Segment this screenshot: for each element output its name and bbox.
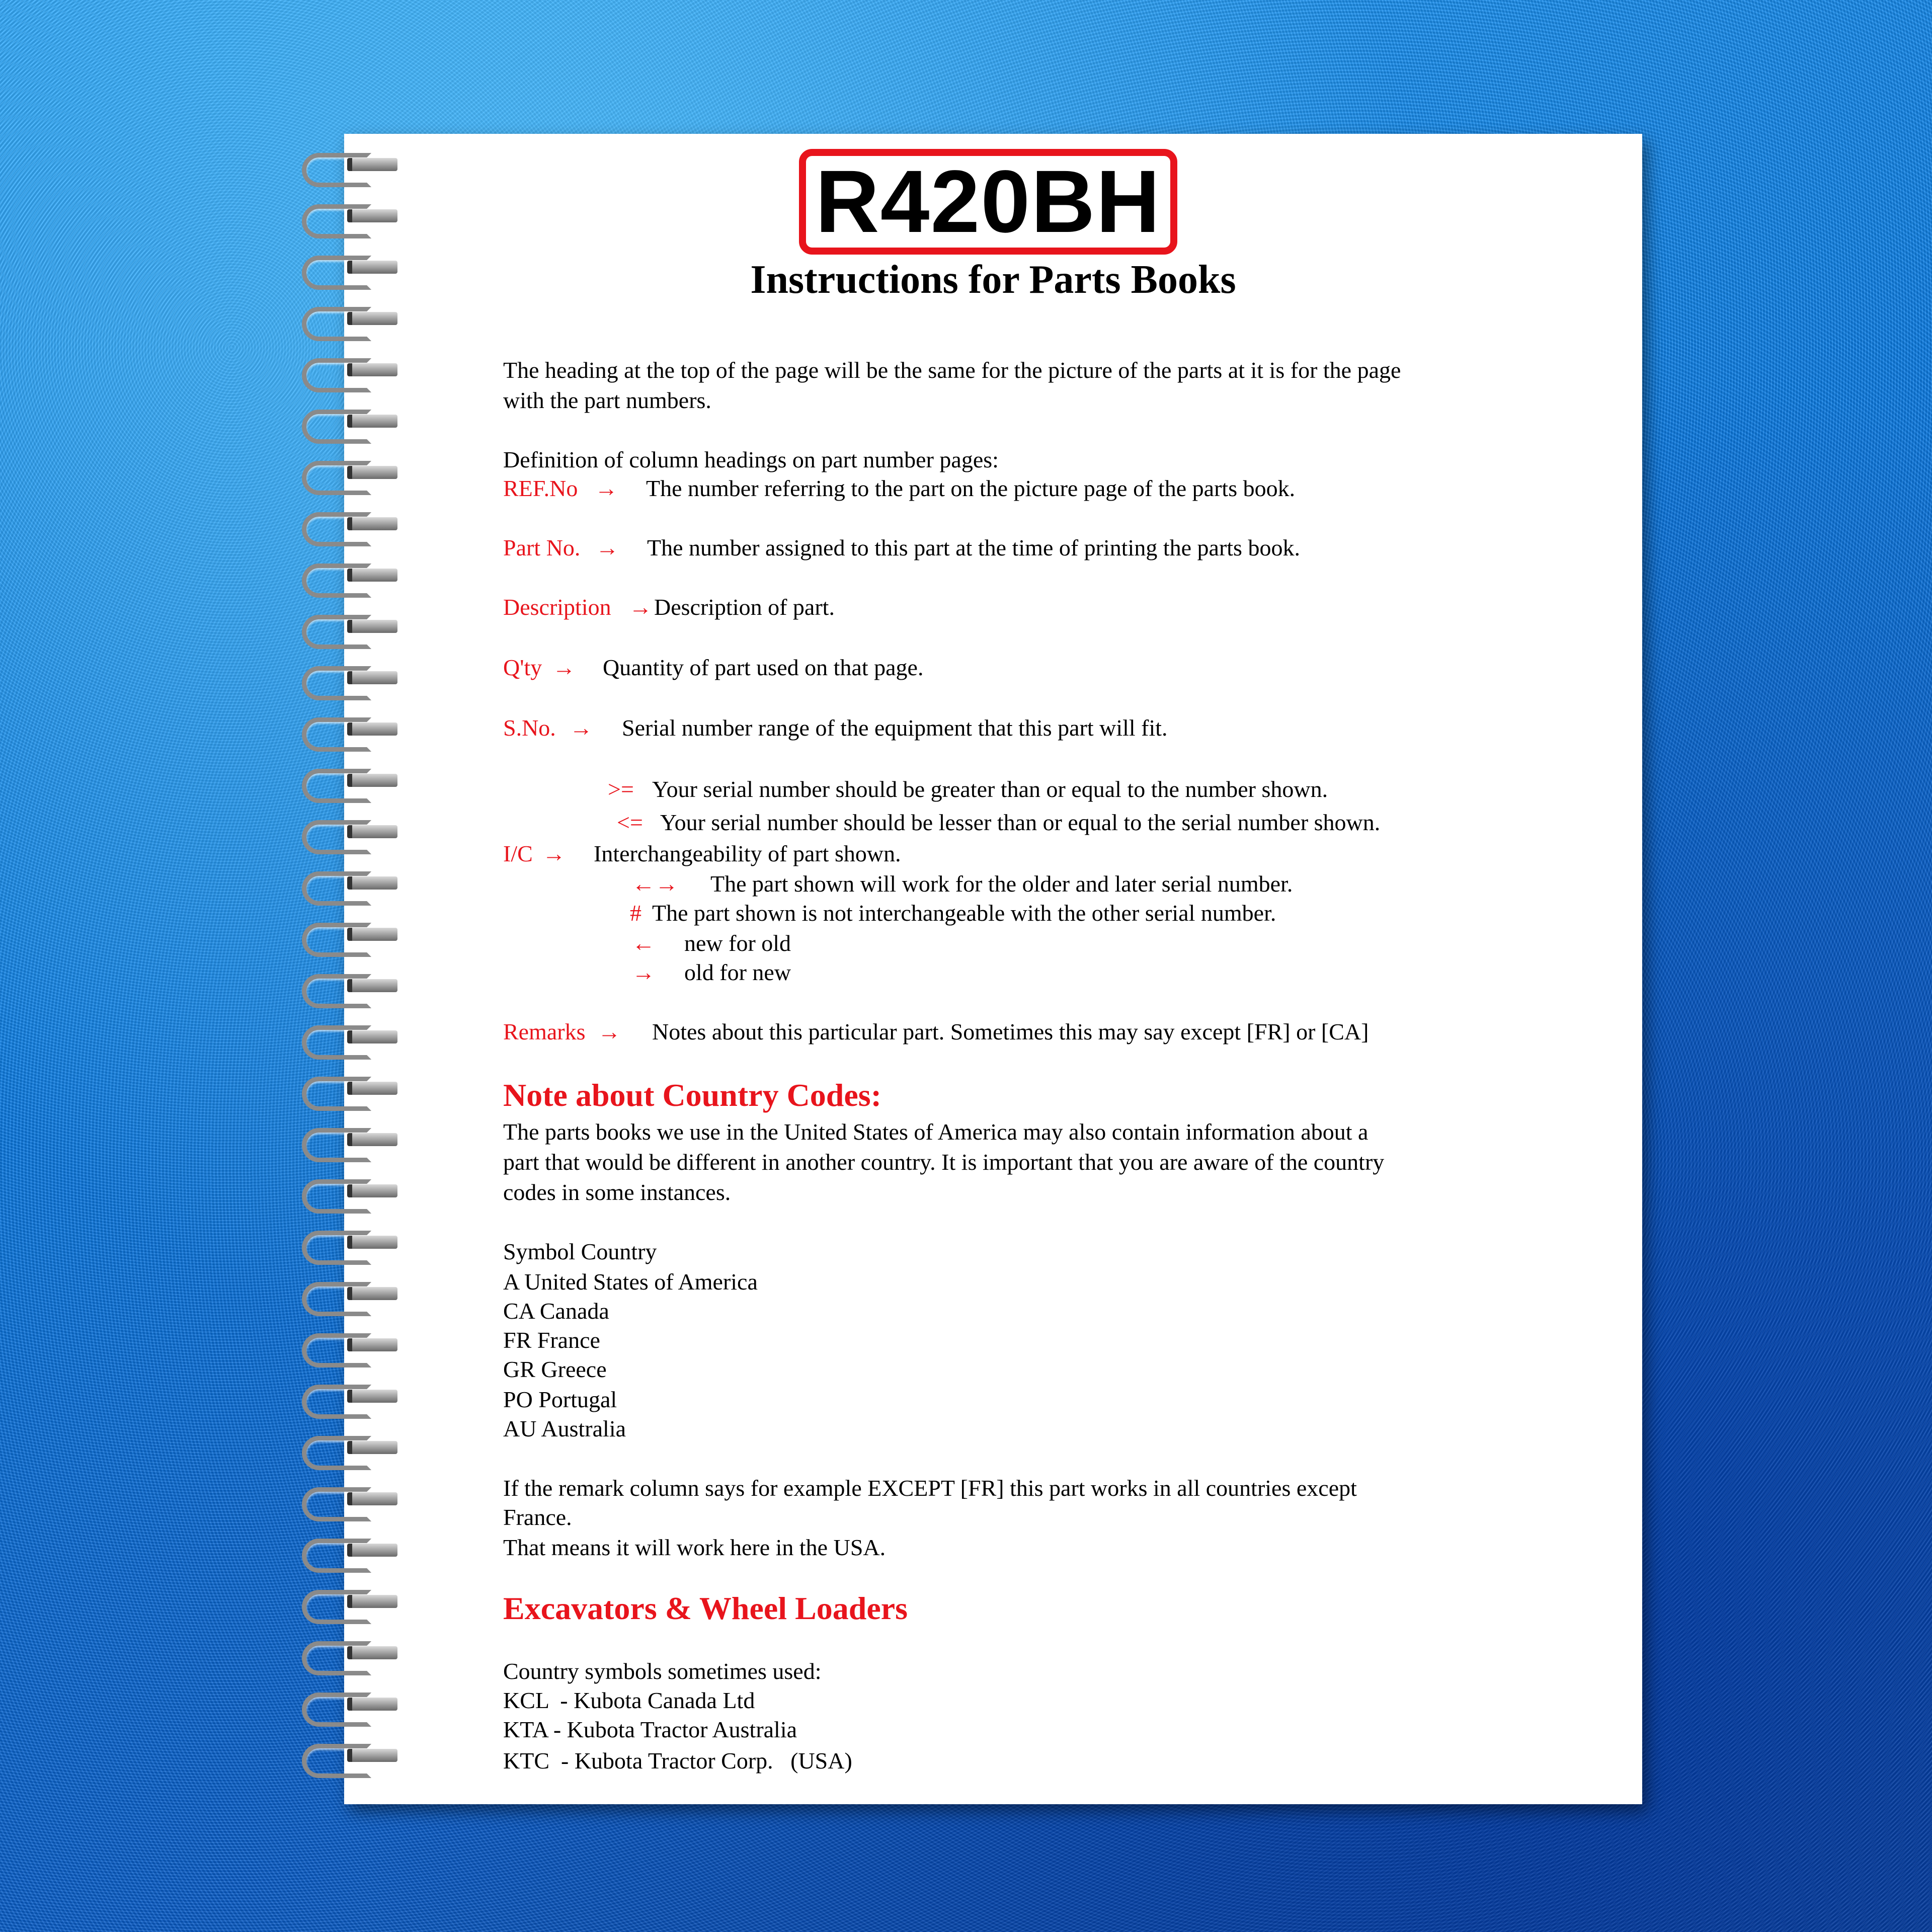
arrow-icon: → bbox=[595, 475, 618, 501]
kubota-row: KTA - Kubota Tractor Australia bbox=[503, 1717, 797, 1742]
spiral-binding bbox=[297, 149, 397, 1789]
page-subtitle: Instructions for Parts Books bbox=[750, 258, 1236, 302]
example-line: That means it will work here in the USA. bbox=[503, 1535, 886, 1560]
spiral-ring bbox=[297, 1124, 395, 1159]
arrow-icon: → bbox=[552, 655, 576, 680]
country-row: FR France bbox=[503, 1327, 600, 1353]
def-part-no: The number assigned to this part at the time of printing the parts book. bbox=[647, 535, 1300, 560]
spiral-ring bbox=[297, 1432, 395, 1467]
both-arrows-icon: ←→ bbox=[632, 871, 678, 897]
def-remarks: Notes about this particular part. Sometimes this may say except [FR] or [CA] bbox=[652, 1019, 1369, 1044]
hash-icon: # bbox=[630, 900, 641, 926]
spiral-ring bbox=[297, 559, 395, 595]
spiral-ring bbox=[297, 970, 395, 1005]
spiral-ring bbox=[297, 1021, 395, 1057]
country-row: GR Greece bbox=[503, 1356, 607, 1382]
spiral-ring bbox=[297, 200, 395, 235]
rule-not-interchangeable: The part shown is not interchangeable with the other serial number. bbox=[652, 900, 1276, 926]
rule-new-for-old: new for old bbox=[684, 930, 791, 956]
spiral-ring bbox=[297, 1278, 395, 1313]
arrow-icon: → bbox=[596, 535, 619, 560]
spiral-ring bbox=[297, 406, 395, 441]
spiral-ring bbox=[297, 1227, 395, 1262]
spiral-ring bbox=[297, 713, 395, 749]
country-para-line: part that would be different in another country. It is important that you are aware of the country bbox=[503, 1149, 1385, 1175]
spiral-ring bbox=[297, 1381, 395, 1416]
country-row: PO Portugal bbox=[503, 1387, 617, 1412]
spiral-ring bbox=[297, 867, 395, 903]
country-codes-heading: Note about Country Codes: bbox=[503, 1077, 881, 1113]
spiral-ring bbox=[297, 816, 395, 851]
arrow-icon: → bbox=[570, 715, 593, 741]
term-part-no: Part No. bbox=[503, 535, 581, 560]
spiral-ring bbox=[297, 508, 395, 543]
term-remarks: Remarks bbox=[503, 1019, 586, 1044]
arrow-left-icon: ← bbox=[632, 930, 655, 956]
symbol-less-equal: <= bbox=[617, 810, 643, 835]
spiral-ring bbox=[297, 149, 395, 184]
country-para-line: The parts books we use in the United States of America may also contain information about a bbox=[503, 1119, 1369, 1145]
spiral-ring bbox=[297, 1740, 395, 1775]
excavators-heading: Excavators & Wheel Loaders bbox=[503, 1590, 908, 1626]
spiral-ring bbox=[297, 1483, 395, 1518]
spiral-ring bbox=[297, 919, 395, 954]
example-line: France. bbox=[503, 1504, 572, 1530]
definitions-intro: Definition of column headings on part number pages: bbox=[503, 447, 999, 472]
spiral-ring bbox=[297, 1073, 395, 1108]
def-ic: Interchangeability of part shown. bbox=[594, 841, 901, 866]
term-qty: Q'ty bbox=[503, 655, 542, 680]
symbol-greater-equal: >= bbox=[608, 776, 634, 802]
rule-interchangeable: The part shown will work for the older and later serial number. bbox=[710, 871, 1293, 897]
country-row: AU Australia bbox=[503, 1416, 626, 1441]
spiral-ring bbox=[297, 662, 395, 697]
arrow-icon: → bbox=[629, 594, 652, 620]
intro-line-1: The heading at the top of the page will be the same for the picture of the parts at it is for the page bbox=[503, 357, 1401, 383]
def-sno: Serial number range of the equipment that this part will fit. bbox=[622, 715, 1168, 741]
spiral-ring bbox=[297, 1175, 395, 1211]
kubota-row: KCL - Kubota Canada Ltd bbox=[503, 1687, 755, 1713]
symbols-intro: Country symbols sometimes used: bbox=[503, 1658, 822, 1684]
term-ref-no: REF.No bbox=[503, 475, 578, 501]
country-row: CA Canada bbox=[503, 1298, 609, 1324]
spiral-ring bbox=[297, 611, 395, 646]
spiral-ring bbox=[297, 765, 395, 800]
spiral-ring bbox=[297, 1637, 395, 1672]
arrow-icon: → bbox=[542, 841, 566, 866]
spiral-ring bbox=[297, 457, 395, 492]
spiral-ring bbox=[297, 1688, 395, 1724]
def-ref-no: The number referring to the part on the picture page of the parts book. bbox=[646, 475, 1296, 501]
term-ic: I/C bbox=[503, 841, 533, 866]
term-description: Description bbox=[503, 594, 611, 620]
rule-old-for-new: old for new bbox=[684, 959, 791, 985]
model-title-box bbox=[799, 149, 1177, 255]
country-row: A United States of America bbox=[503, 1269, 758, 1295]
arrow-right-icon: → bbox=[632, 959, 655, 985]
kubota-row: KTC - Kubota Tractor Corp. (USA) bbox=[503, 1748, 852, 1774]
rule-less-equal: Your serial number should be lesser than or equal to the serial number shown. bbox=[660, 810, 1381, 835]
term-sno: S.No. bbox=[503, 715, 556, 741]
spiral-ring bbox=[297, 303, 395, 338]
spiral-ring bbox=[297, 1535, 395, 1570]
intro-line-2: with the part numbers. bbox=[503, 387, 711, 413]
arrow-icon: → bbox=[598, 1019, 621, 1044]
spiral-ring bbox=[297, 354, 395, 389]
rule-greater-equal: Your serial number should be greater than or equal to the number shown. bbox=[652, 776, 1328, 802]
def-description: Description of part. bbox=[654, 594, 835, 620]
def-qty: Quantity of part used on that page. bbox=[603, 655, 924, 680]
spiral-ring bbox=[297, 1329, 395, 1364]
country-para-line: codes in some instances. bbox=[503, 1179, 731, 1205]
spiral-ring bbox=[297, 1586, 395, 1621]
model-title: R420BH bbox=[815, 152, 1161, 251]
country-table-header: Symbol Country bbox=[503, 1239, 657, 1264]
example-line: If the remark column says for example EXCEPT [FR] this part works in all countries except bbox=[503, 1475, 1357, 1501]
